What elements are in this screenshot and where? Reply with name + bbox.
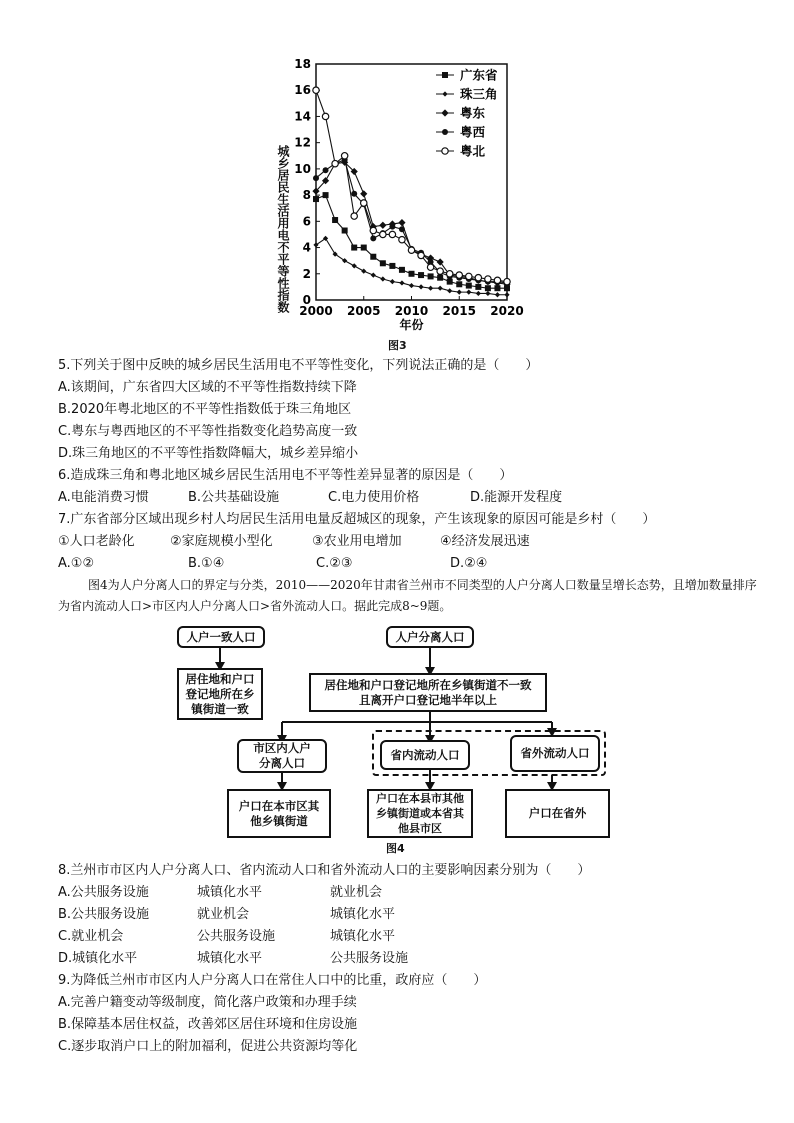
chart-y-axis-label: 城乡居民生活用电不平等性指数 — [276, 145, 290, 313]
x-tick-label: 2020 — [490, 304, 524, 318]
node-outprov-desc: 户口在省外 — [505, 789, 610, 838]
x-tick-label: 2010 — [394, 304, 429, 318]
question-8-option-d-2: 城镇化水平 — [197, 951, 263, 966]
question-7-statement-4: ④经济发展迅速 — [440, 534, 530, 549]
question-8-option-d-1: D.城镇化水平 — [58, 951, 138, 966]
question-7-option-d: D.②④ — [450, 556, 488, 571]
y-tick-label: 4 — [302, 240, 311, 255]
node-separated-desc: 居住地和户口登记地所在乡镇街道不一致且离开户口登记地半年以上 — [309, 673, 547, 712]
question-5-option-d: D.珠三角地区的不平等性指数降幅大，城乡差异缩小 — [58, 446, 359, 461]
y-tick-label: 12 — [294, 135, 311, 150]
question-6-option-c: C.电力使用价格 — [328, 490, 420, 505]
y-tick-label: 18 — [294, 57, 311, 71]
question-5-option-b: B.2020年粤北地区的不平等性指数低于珠三角地区 — [58, 402, 352, 417]
y-tick-label: 14 — [294, 109, 311, 124]
question-8-option-b-3: 城镇化水平 — [330, 907, 396, 922]
question-5-option-a: A.该期间，广东省四大区域的不平等性指数持续下降 — [58, 380, 357, 395]
question-8-option-a-1: A.公共服务设施 — [58, 885, 149, 900]
question-8-option-c-2: 公共服务设施 — [197, 929, 276, 944]
y-tick-label: 16 — [294, 83, 311, 98]
node-separated: 人户分离人口 — [386, 626, 474, 648]
question-7-option-c: C.②③ — [316, 556, 353, 571]
y-tick-label: 8 — [302, 188, 311, 203]
question-7-statement-2: ②家庭规模小型化 — [170, 534, 273, 549]
question-5-stem: 5.下列关于图中反映的城乡居民生活用电不平等性变化，下列说法正确的是（ ） — [58, 358, 539, 373]
question-9-option-c: C.逐步取消户口上的附加福利，促进公共资源均等化 — [58, 1039, 358, 1054]
question-6-option-a: A.电能消费习惯 — [58, 490, 149, 505]
x-tick-label: 2000 — [299, 304, 333, 318]
question-8-option-b-1: B.公共服务设施 — [58, 907, 150, 922]
question-8-option-d-3: 公共服务设施 — [330, 951, 409, 966]
x-tick-label: 2005 — [347, 304, 381, 318]
legend-label: 珠三角 — [460, 86, 498, 102]
node-consistent: 人户一致人口 — [177, 626, 265, 648]
question-7-option-a: A.①② — [58, 556, 95, 571]
figure-4-caption: 图4 — [386, 842, 405, 855]
question-5-option-c: C.粤东与粤西地区的不平等性指数变化趋势高度一致 — [58, 424, 358, 439]
figure-3-caption: 图3 — [388, 339, 407, 352]
y-tick-label: 2 — [302, 266, 311, 281]
legend-label: 粤东 — [460, 105, 486, 121]
question-6-stem: 6.造成珠三角和粤北地区城乡居民生活用电不平等性差异显著的原因是（ ） — [58, 468, 513, 483]
question-8-stem: 8.兰州市市区内人户分离人口、省内流动人口和省外流动人口的主要影响因素分别为（ ） — [58, 863, 591, 878]
question-8-option-c-3: 城镇化水平 — [330, 929, 396, 944]
node-inprov: 省内流动人口 — [380, 740, 470, 770]
legend-label: 粤北 — [460, 143, 486, 159]
y-tick-label: 10 — [294, 161, 311, 176]
node-consistent-desc: 居住地和户口登记地所在乡镇街道一致 — [177, 668, 263, 720]
question-7-stem: 7.广东省部分区域出现乡村人均居民生活用电量反超城区的现象，产生该现象的原因可能是乡村（ ） — [58, 512, 656, 527]
node-urban-desc: 户口在本市区其他乡镇街道 — [227, 789, 331, 838]
legend-label: 粤西 — [460, 124, 486, 140]
question-9-option-a: A.完善户籍变动等级制度，简化落户政策和办理手续 — [58, 995, 357, 1010]
question-6-option-b: B.公共基础设施 — [188, 490, 280, 505]
node-outprov: 省外流动人口 — [510, 735, 600, 772]
legend-label: 广东省 — [460, 67, 498, 83]
question-9-stem: 9.为降低兰州市市区内人户分离人口在常住人口中的比重，政府应（ ） — [58, 973, 487, 988]
question-8-option-c-1: C.就业机会 — [58, 929, 124, 944]
node-urban: 市区内人户分离人口 — [237, 739, 327, 773]
question-7-statement-1: ①人口老龄化 — [58, 534, 135, 549]
question-8-option-a-3: 就业机会 — [330, 885, 383, 900]
question-7-option-b: B.①④ — [188, 556, 225, 571]
question-6-option-d: D.能源开发程度 — [470, 490, 563, 505]
material-intro: 图4为人户分离人口的界定与分类，2010——2020年甘肃省兰州市不同类型的人户分离人口数量呈增长态势，且增加数量排序为省内流动人口>市区内人户分离人口>省外流动人口。据此完成8~9题。 — [58, 578, 757, 613]
y-tick-label: 0 — [302, 293, 311, 307]
x-axis-label: 年份 — [399, 318, 424, 332]
question-9-option-b: B.保障基本居住权益，改善郊区居住环境和住房设施 — [58, 1017, 358, 1032]
question-7-statement-3: ③农业用电增加 — [312, 534, 402, 549]
y-tick-label: 6 — [302, 214, 311, 229]
question-8-option-b-2: 就业机会 — [197, 907, 250, 922]
question-8-option-a-2: 城镇化水平 — [197, 885, 263, 900]
node-inprov-desc: 户口在本县市其他乡镇街道或本省其他县市区 — [367, 789, 473, 838]
x-tick-label: 2015 — [442, 304, 476, 318]
